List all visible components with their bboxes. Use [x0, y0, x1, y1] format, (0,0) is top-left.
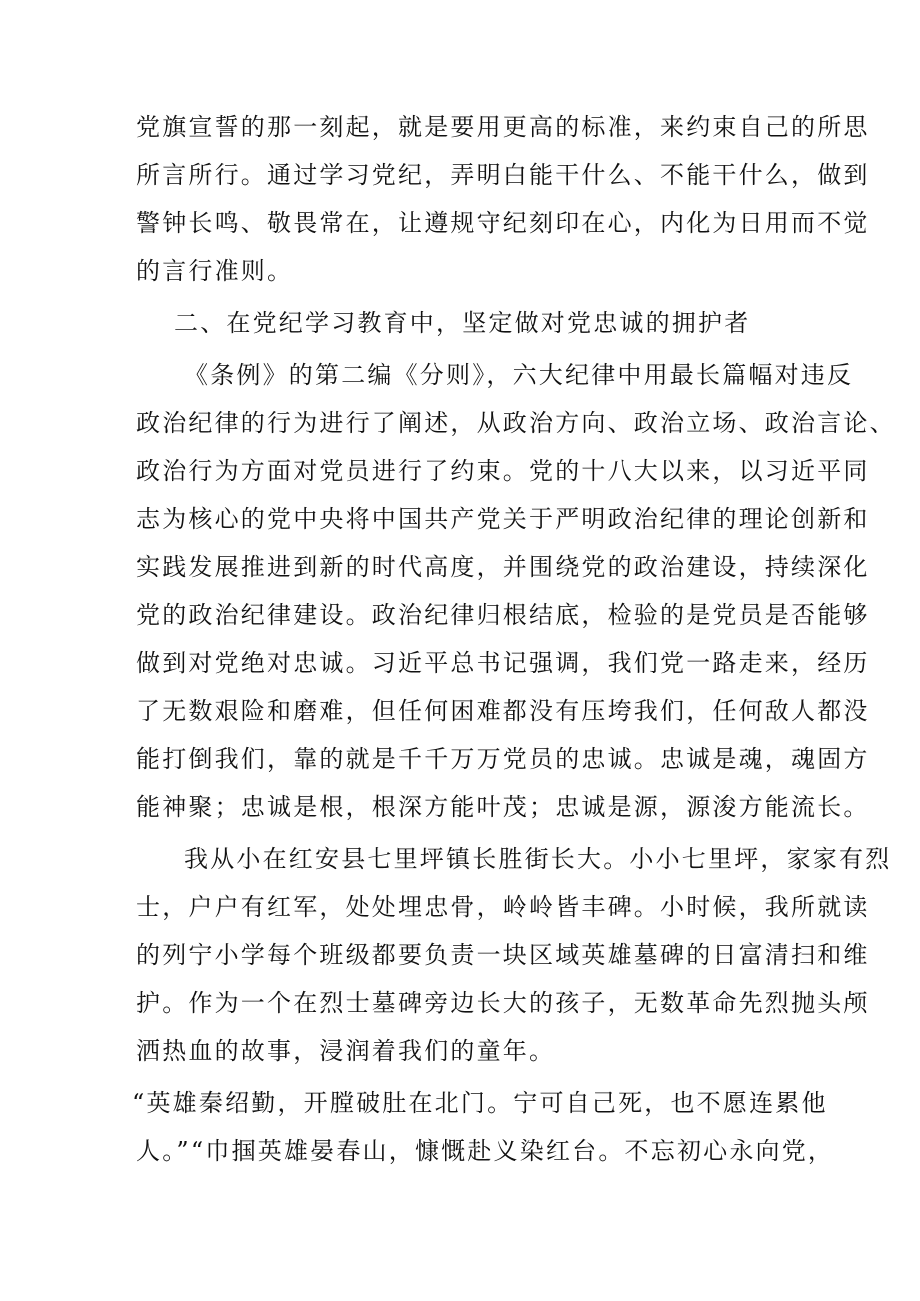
paragraph-line: 洒热血的故事，浸润着我们的童年。	[136, 1037, 556, 1065]
quote-line: “英雄秦绍勤，开膛破肚在北门。宁可自己死，也不愿连累他	[132, 1089, 828, 1117]
paragraph-line: 士，户户有红军，处处埋忠骨，岭岭皆丰碑。小时候，我所就读	[136, 893, 870, 921]
paragraph-line: 能打倒我们，靠的就是千千万万党员的忠诚。忠诚是魂，魂固方	[136, 745, 870, 773]
paragraph-line: 做到对党绝对忠诚。习近平总书记强调，我们党一路走来，经历	[136, 649, 870, 677]
paragraph-line: 实践发展推进到新的时代高度，并围绕党的政治建设，持续深化	[136, 553, 870, 581]
paragraph-line: 党的政治纪律建设。政治纪律归根结底，检验的是党员是否能够	[136, 601, 870, 629]
paragraph-line: 党旗宣誓的那一刻起，就是要用更高的标准，来约束自己的所思	[136, 113, 870, 141]
paragraph-line: 的列宁小学每个班级都要负责一块区域英雄墓碑的日富清扫和维	[136, 941, 870, 969]
paragraph-line: 警钟长鸣、敬畏常在，让遵规守纪刻印在心，内化为日用而不觉	[136, 209, 870, 237]
paragraph-line: 我从小在红安县七里坪镇长胜街长大。小小七里坪，家家有烈	[184, 845, 892, 873]
paragraph-line: 了无数艰险和磨难，但任何困难都没有压垮我们，任何敌人都没	[136, 697, 870, 725]
paragraph-line: 所言所行。通过学习党纪，弄明白能干什么、不能干什么，做到	[136, 161, 870, 189]
quote-line: 人。”“巾掴英雄晏春山，慷慨赴义染红台。不忘初心永向党，	[136, 1137, 835, 1165]
paragraph-line: 能神聚；忠诚是根，根深方能叶茂；忠诚是源，源浚方能流长。	[136, 793, 870, 821]
paragraph-line: 政治纪律的行为进行了阐述，从政治方向、政治立场、政治言论、	[136, 409, 896, 437]
paragraph-line: 《条例》的第二编《分则》，六大纪律中用最长篇幅对违反	[184, 361, 854, 389]
paragraph-line: 的言行准则。	[136, 257, 294, 285]
section-heading: 二、在党纪学习教育中，坚定做对党忠诚的拥护者	[174, 309, 751, 337]
paragraph-line: 志为核心的党中央将中国共产党关于严明政治纪律的理论创新和	[136, 505, 870, 533]
paragraph-line: 护。作为一个在烈士墓碑旁边长大的孩子，无数革命先烈抛头颅	[136, 989, 870, 1017]
paragraph-line: 政治行为方面对党员进行了约束。党的十八大以来，以习近平同	[136, 457, 870, 485]
